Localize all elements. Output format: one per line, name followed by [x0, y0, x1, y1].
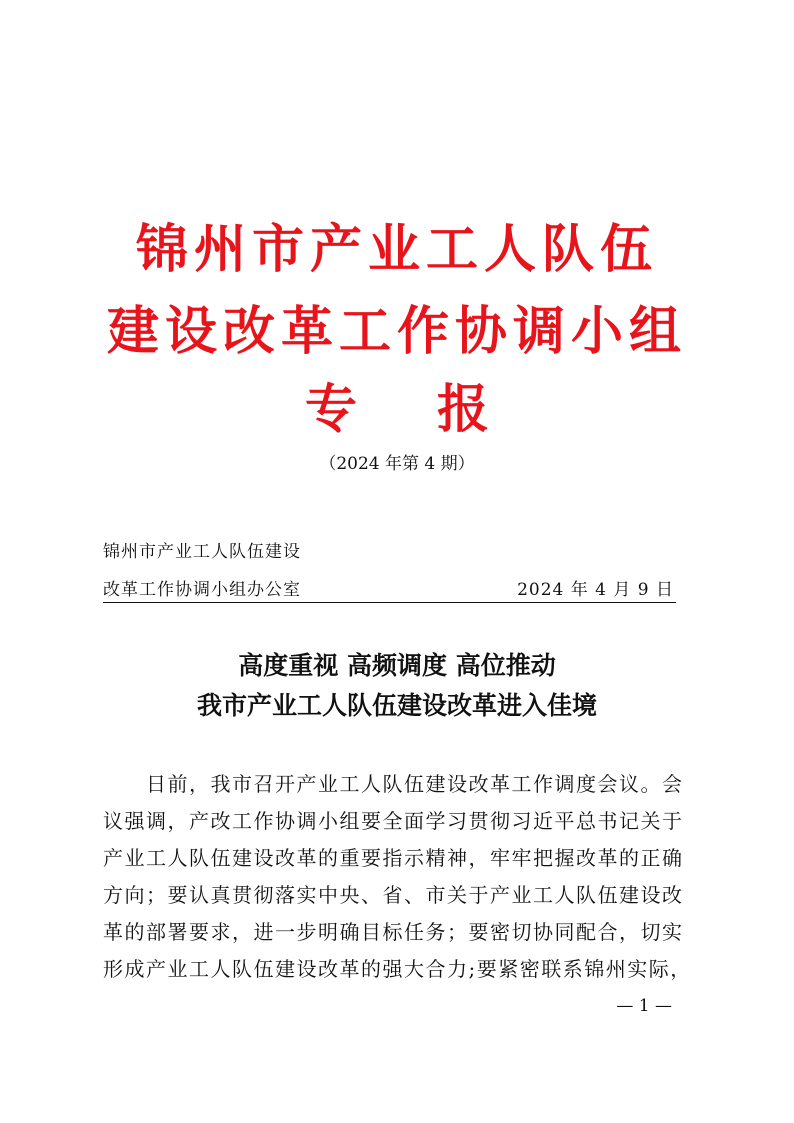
masthead-document-type — [0, 378, 794, 442]
article-headline-1: 高度重视 高频调度 高位推动 — [238, 651, 556, 680]
document-type-char-2: 报 — [437, 379, 490, 440]
article-headline-2: 我市产业工人队伍建设改革进入佳境 — [196, 691, 597, 720]
body-line: 方向；要认真贯彻落实中央、省、市关于产业工人队伍建设改 — [103, 883, 684, 907]
masthead-title-line-1: 锦州市产业工人队伍 — [135, 219, 658, 280]
page-number: — 1 — — [616, 996, 672, 1016]
body-line: 形成产业工人队伍建设改革的强大合力;要紧密联系锦州实际， — [103, 957, 692, 981]
body-line: 产业工人队伍建设改革的重要指示精神，牢牢把握改革的正确 — [103, 846, 684, 870]
body-line: 议强调，产改工作协调小组要全面学习贯彻习近平总书记关于 — [103, 809, 684, 833]
sender-line-2: 改革工作协调小组办公室 — [103, 580, 301, 600]
issue-date: 2024 年 4 月 9 日 — [517, 580, 674, 600]
document-type-char-1: 专 — [304, 379, 357, 440]
issue-number: （2024 年第 4 期） — [319, 454, 475, 474]
masthead-title-line-2: 建设改革工作协调小组 — [106, 301, 687, 362]
article-body — [103, 766, 692, 988]
body-line: 革的部署要求，进一步明确目标任务；要密切协同配合，切实 — [103, 920, 684, 944]
sender-line-1: 锦州市产业工人队伍建设 — [103, 542, 301, 562]
body-line: 日前，我市召开产业工人队伍建设改革工作调度会议。会 — [103, 772, 684, 796]
sender-row — [103, 578, 676, 603]
